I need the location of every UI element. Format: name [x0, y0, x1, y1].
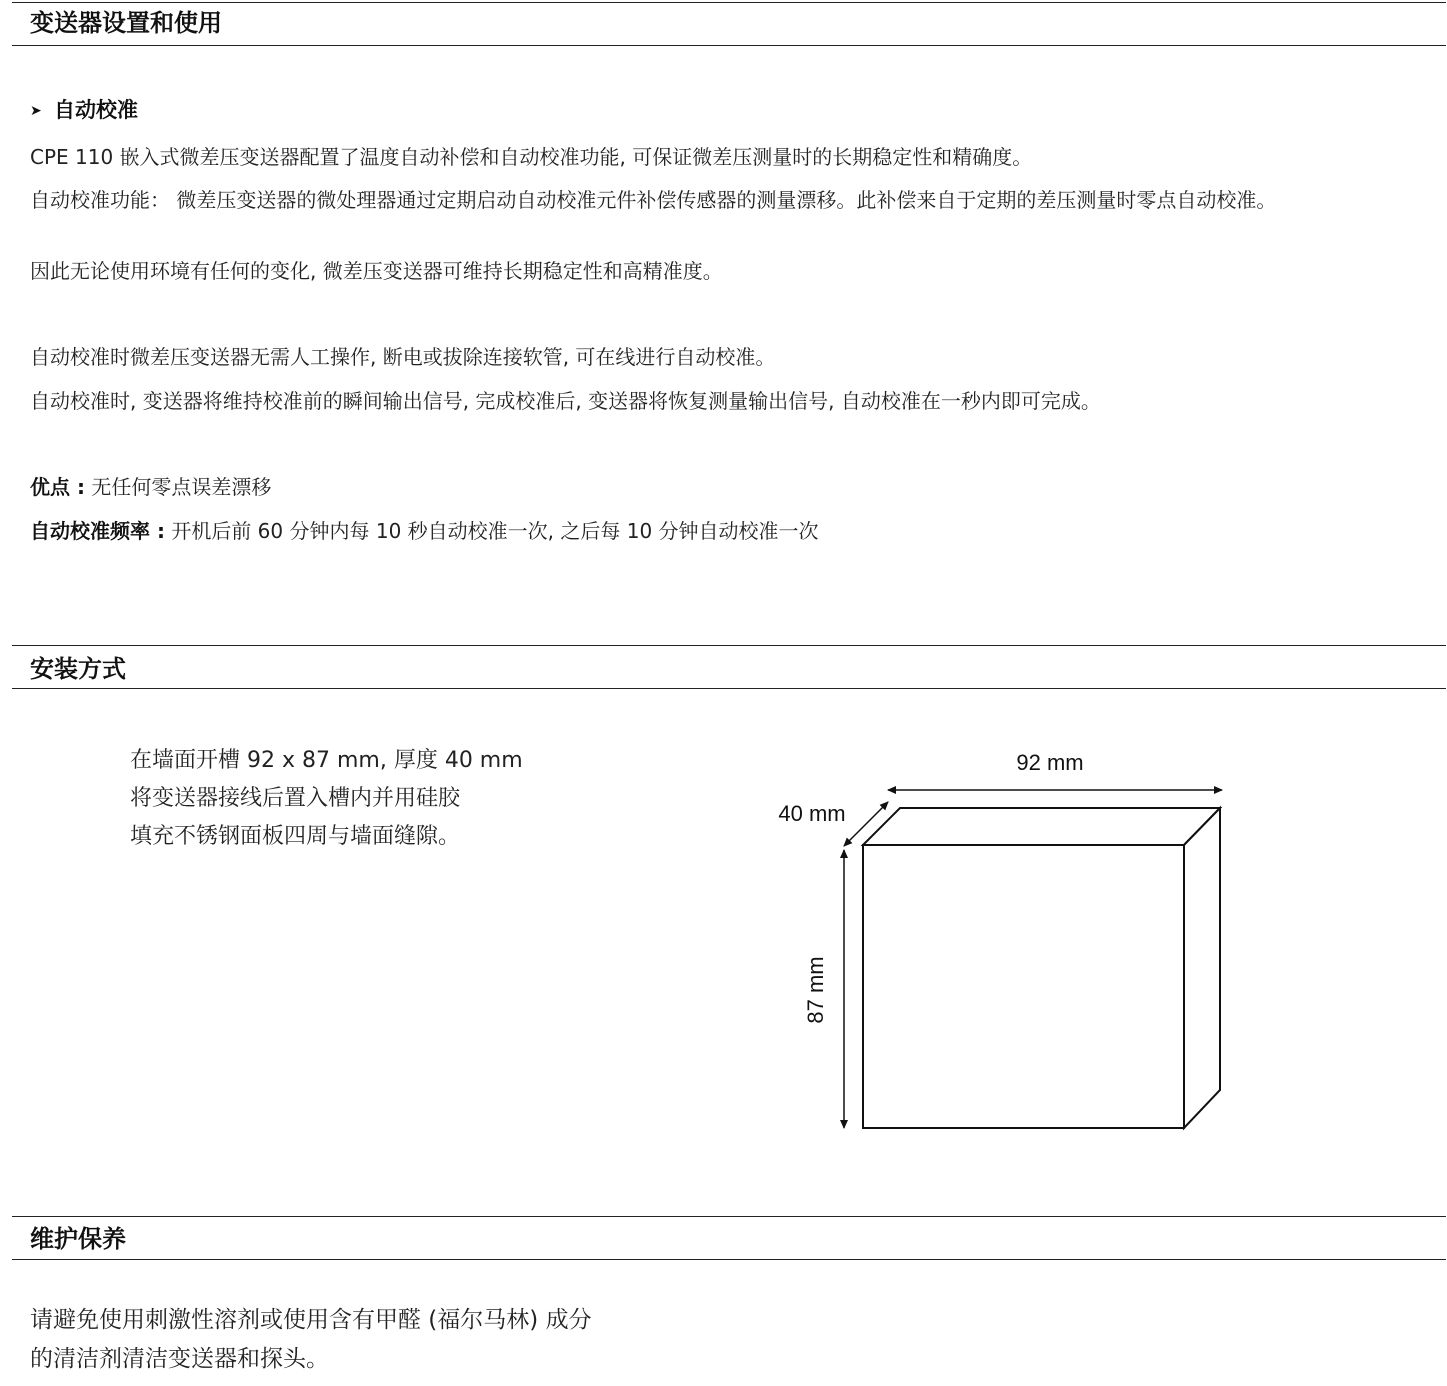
frequency-line — [30, 518, 819, 545]
advantage-value: 无任何零点误差漂移 — [84, 475, 272, 499]
care-instruction-line: 的清洁剂清洁变送器和探头。 — [30, 1346, 329, 1372]
section-rule-top — [12, 1216, 1446, 1217]
paragraph-hold-output: 自动校准时, 变送器将维持校准前的瞬间输出信号, 完成校准后, 变送器将恢复测量输出信号, 自动校准在一秒内即可完成。 — [30, 389, 1101, 413]
section-rule-top — [12, 645, 1446, 646]
section-title-install: 安装方式 — [30, 655, 126, 683]
advantage-line — [30, 474, 271, 501]
triangle-bullet-icon: ➤ — [30, 103, 42, 119]
install-instruction-line: 填充不锈钢面板四周与墙面缝隙。 — [130, 824, 461, 849]
advantage-label: 优点 : — [30, 475, 85, 499]
care-instruction-line: 请避免使用刺激性溶剂或使用含有甲醛 (福尔马林) 成分 — [30, 1307, 592, 1333]
section-title-care: 维护保养 — [30, 1225, 126, 1253]
paragraph-online: 自动校准时微差压变送器无需人工操作, 断电或拔除连接软管, 可在线进行自动校准。 — [30, 345, 776, 369]
section-rule-bottom — [12, 688, 1446, 689]
install-instruction-line: 将变送器接线后置入槽内并用硅胶 — [130, 786, 461, 811]
paragraph-intro: CPE 110 嵌入式微差压变送器配置了温度自动补偿和自动校准功能, 可保证微差压测量时的长期稳定性和精确度。 — [30, 145, 1033, 169]
height-label: 87 mm — [803, 956, 828, 1024]
box-front-face — [863, 845, 1184, 1128]
subsection-title-auto-calibration — [30, 96, 138, 125]
section-title-setup: 变送器设置和使用 — [30, 9, 222, 37]
dimension-diagram — [760, 740, 1240, 1150]
section-rule-bottom — [12, 45, 1446, 46]
install-instruction-line: 在墙面开槽 92 x 87 mm, 厚度 40 mm — [130, 748, 523, 773]
section-rule-top — [12, 2, 1446, 3]
paragraph-stability: 因此无论使用环境有任何的变化, 微差压变送器可维持长期稳定性和高精准度。 — [30, 259, 723, 283]
depth-label: 40 mm — [778, 801, 846, 826]
subsection-title-text: 自动校准 — [54, 98, 138, 122]
section-rule-bottom — [12, 1259, 1446, 1260]
box-top-face — [863, 808, 1220, 845]
width-label: 92 mm — [1016, 750, 1084, 775]
paragraph-function: 自动校准功能： 微差压变送器的微处理器通过定期启动自动校准元件补偿传感器的测量漂移。此补偿来自于定期的差压测量时零点自动校准。 — [30, 188, 1277, 212]
frequency-value: 开机后前 60 分钟内每 10 秒自动校准一次, 之后每 10 分钟自动校准一次 — [164, 519, 819, 543]
frequency-label: 自动校准频率 : — [30, 519, 165, 543]
box-side-face — [1184, 808, 1220, 1128]
